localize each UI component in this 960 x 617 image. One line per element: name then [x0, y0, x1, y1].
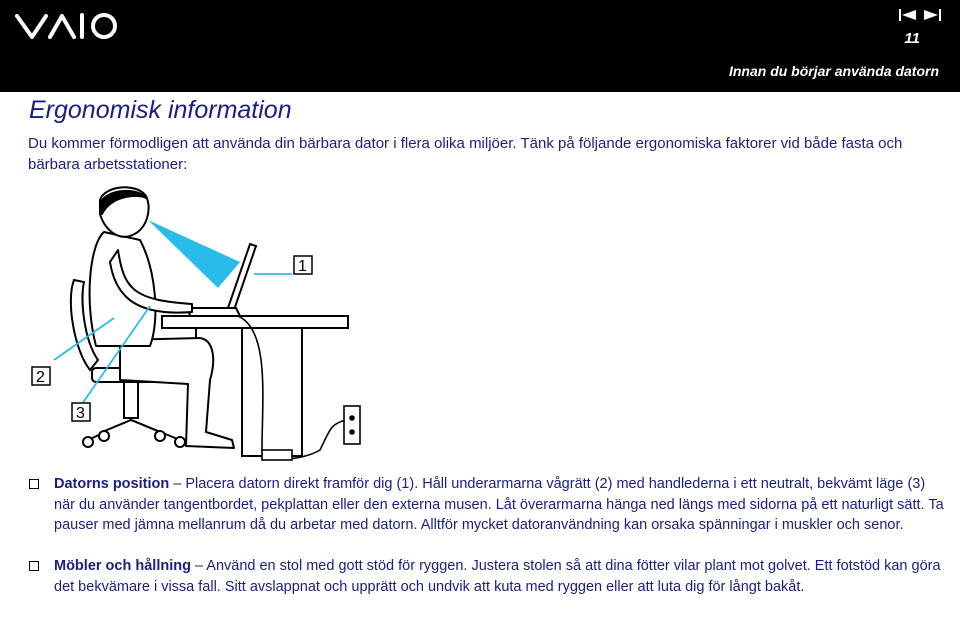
page-nav [898, 8, 942, 22]
laptop-screen [228, 244, 256, 310]
bullet-title: Möbler och hållning [54, 558, 191, 574]
bullet-text [54, 474, 944, 536]
bullet-body: – Använd en stol med gott stöd för ryggen. Justera stolen så att dina fötter vilar plant mot golvet. Ett fotstöd kan göra det bekvämare i vissa fall. Sitt avslappnat och upprätt och undvik att kuta med ryggen eller att luta dig för långt bakåt. [54, 558, 941, 595]
wall-outlet [344, 406, 360, 444]
desk-top [162, 316, 348, 328]
desk-leg [242, 328, 302, 456]
laptop-base [188, 308, 240, 316]
power-adapter [262, 450, 292, 460]
bullet-title: Datorns position [54, 476, 170, 492]
vaio-logo [14, 10, 124, 42]
ergonomic-illustration [0, 180, 960, 470]
callout-3 [72, 403, 90, 422]
checkbox-bullet-icon [29, 479, 39, 489]
intro-paragraph: Du kommer förmodligen att använda din bärbara dator i flera olika miljöer. Tänk på följande ergonomiska faktorer vid både fasta och bärbara arbetsstationer: [28, 135, 903, 173]
svg-text:2: 2 [36, 369, 45, 386]
callout-1 [294, 256, 312, 275]
checkbox-bullet-icon [29, 561, 39, 571]
bullet-furniture-posture [29, 556, 944, 597]
arrow-right-icon[interactable] [922, 8, 942, 22]
page-header [0, 0, 960, 92]
chair-post [124, 382, 138, 418]
page-heading: Ergonomisk information [29, 96, 292, 124]
bullet-body: – Placera datorn direkt framför dig (1). Håll underarmarna vågrätt (2) med handlederna i ett neutralt, bekvämt läge (3) när du använder tangentbordet, pekplattan eller den externa musen. Låt överarmarna hänga ned längs med sidorna på ett naturligt sätt. Ta pauser med jämna mellanrum då du arbetar med datorn. Alltför mycket datoranvändning kan orsaka spänningar i muskler och senor. [54, 476, 944, 533]
sightline-beam [148, 220, 240, 288]
svg-text:1: 1 [298, 258, 307, 275]
bullet-computer-position [29, 474, 944, 536]
callout-2 [32, 367, 50, 386]
svg-text:3: 3 [76, 405, 85, 422]
arrow-left-icon[interactable] [898, 8, 918, 22]
bullet-text [54, 556, 944, 597]
section-title[interactable]: Innan du börjar använda datorn [728, 63, 939, 79]
page-number: 11 [904, 30, 920, 47]
